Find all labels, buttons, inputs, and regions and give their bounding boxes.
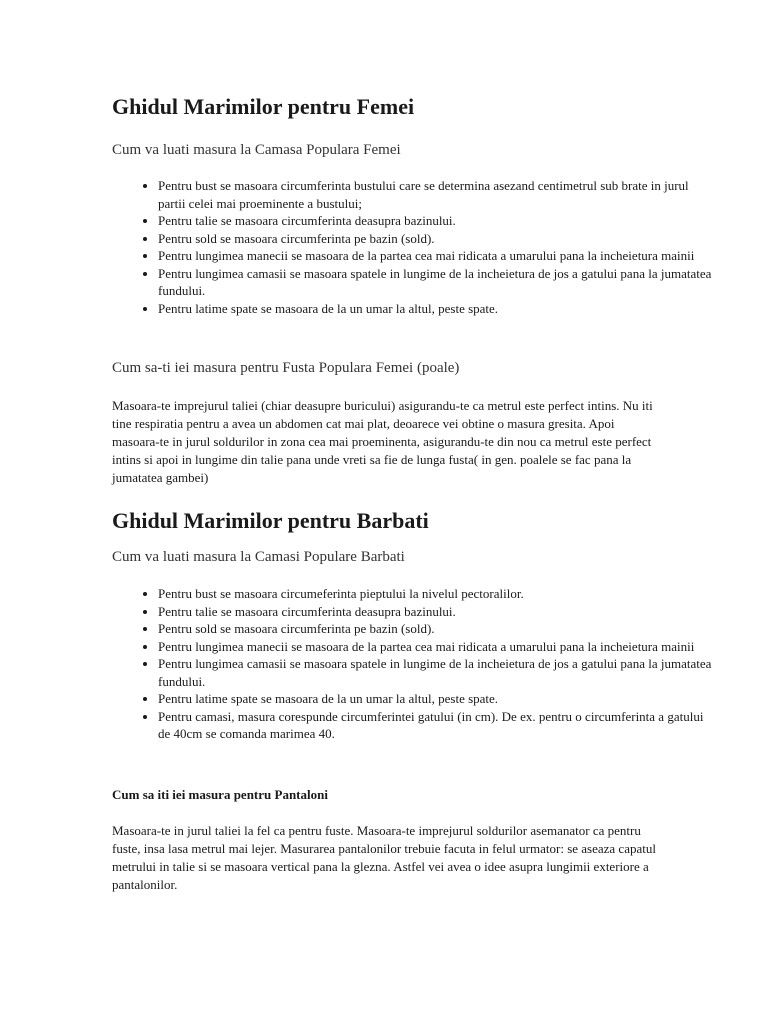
list-item: • Pentru latime spate se masoara de la un umar la altul, peste spate. bbox=[158, 300, 718, 318]
list-item: • Pentru lungimea manecii se masoara de la partea cea mai ridicata a umarului pana la incheietura mainii bbox=[158, 247, 718, 265]
list-item: • Pentru bust se masoara circumferinta bustului care se determina asezand centimetrul sub brate in jurul partii celei mai proeminente a bustului; bbox=[158, 177, 718, 212]
list-item: • Pentru talie se masoara circumferinta deasupra bazinului. bbox=[158, 603, 718, 621]
section-title-men: Ghidul Marimilor pentru Barbati bbox=[112, 508, 429, 533]
list-item: • Pentru sold se masoara circumferinta pe bazin (sold). bbox=[158, 620, 718, 638]
list-item: • Pentru lungimea manecii se masoara de la partea cea mai ridicata a umarului pana la incheietura mainii bbox=[158, 638, 718, 656]
subheading-women-skirt: Cum sa-ti iei masura pentru Fusta Populara Femei (poale) bbox=[112, 360, 460, 376]
list-item: • Pentru bust se masoara circumeferinta pieptului la nivelul pectoralilor. bbox=[158, 585, 718, 603]
subheading-men-pants: Cum sa iti iei masura pentru Pantaloni bbox=[112, 787, 328, 802]
list-item: • Pentru lungimea camasii se masoara spatele in lungime de la incheietura de jos a gatului pana la jumatatea fundului. bbox=[158, 655, 718, 690]
list-item: • Pentru talie se masoara circumferinta deasupra bazinului. bbox=[158, 212, 718, 230]
section-title-women: Ghidul Marimilor pentru Femei bbox=[112, 94, 415, 119]
list-item: • Pentru sold se masoara circumferinta pe bazin (sold). bbox=[158, 230, 718, 248]
men-pants-paragraph: Masoara-te in jurul taliei la fel ca pentru fuste. Masoara-te imprejurul soldurilor asemanator ca pentru fuste, insa lasa metrul mai lejer. Masurarea pantalonilor trebuie facuta in felul urmator: se aseaza capatul metrului in talie si se masoara vertical pana la glezna. Astfel vei avea o idee asupra lungimii exteriore a pantalonilor. bbox=[112, 823, 656, 892]
list-item: • Pentru camasi, masura corespunde circumferintei gatului (in cm). De ex. pentru o circumferinta a gatului de 40cm se comanda marimea 40. bbox=[158, 708, 718, 743]
list-item: • Pentru lungimea camasii se masoara spatele in lungime de la incheietura de jos a gatului pana la jumatatea fundului. bbox=[158, 265, 718, 300]
list-item: • Pentru latime spate se masoara de la un umar la altul, peste spate. bbox=[158, 690, 718, 708]
subheading-women-shirt: Cum va luati masura la Camasa Populara Femei bbox=[112, 142, 401, 158]
subheading-men-shirt: Cum va luati masura la Camasi Populare Barbati bbox=[112, 549, 405, 565]
women-shirt-measurement-list bbox=[112, 177, 718, 317]
men-shirt-measurement-list bbox=[112, 585, 718, 743]
women-skirt-paragraph: Masoara-te imprejurul taliei (chiar deasupre buricului) asigurandu-te ca metrul este perfect intins. Nu iti tine respiratia pentru a avea un abdomen cat mai plat, deoarece vei obtine o masura gresita. Apoi masoara-te in jurul soldurilor in zona cea mai proeminenta, asigurandu-te din nou ca metrul este perfect intins si apoi in lungime din talie pana unde vreti sa fie de lunga fusta( in gen. poalele se fac pana la jumatatea gambei) bbox=[112, 398, 653, 485]
